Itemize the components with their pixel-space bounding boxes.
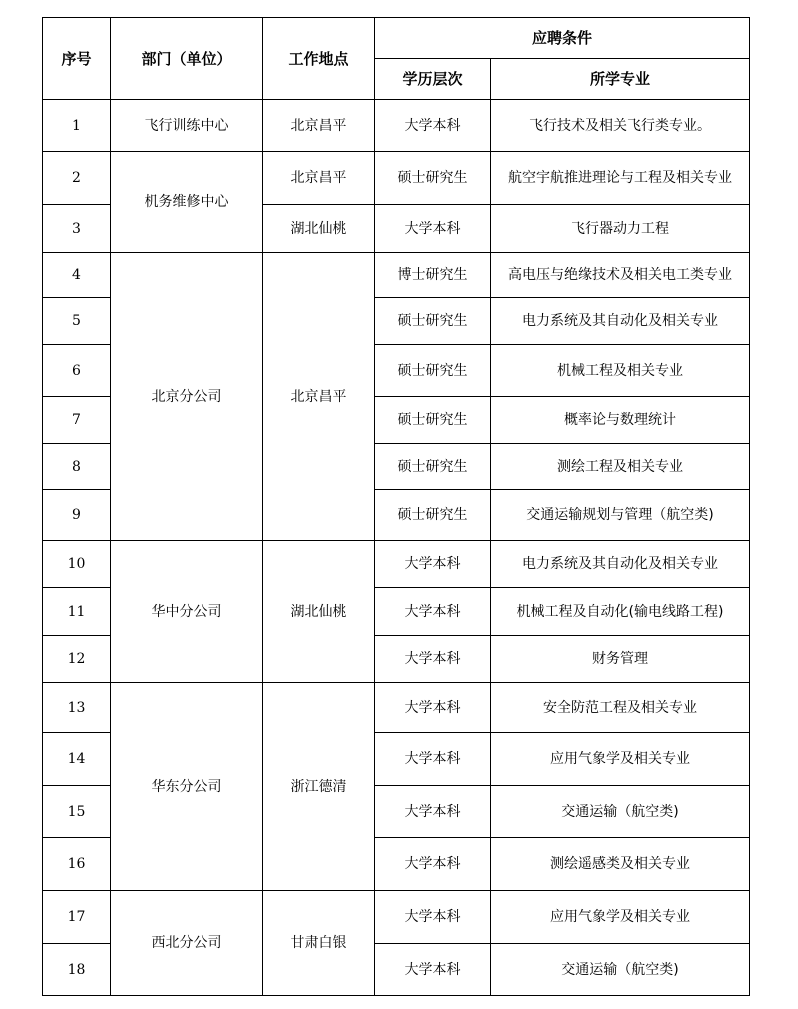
- education-cell: 大学本科: [375, 541, 491, 588]
- row-index: 14: [43, 733, 111, 786]
- row-index: 13: [43, 683, 111, 733]
- row-index: 1: [43, 100, 111, 152]
- table-row: [43, 683, 750, 733]
- education-cell: 硕士研究生: [375, 444, 491, 490]
- location-cell: 甘肃白银: [263, 891, 375, 996]
- row-index: 8: [43, 444, 111, 490]
- education-cell: 大学本科: [375, 733, 491, 786]
- header-major: 所学专业: [491, 59, 750, 100]
- education-cell: 硕士研究生: [375, 397, 491, 444]
- row-index: 2: [43, 152, 111, 205]
- dept-cell: 飞行训练中心: [111, 100, 263, 152]
- table-row: [43, 152, 750, 205]
- location-cell: 北京昌平: [263, 100, 375, 152]
- major-cell: 交通运输（航空类): [491, 786, 750, 838]
- major-cell: 财务管理: [491, 636, 750, 683]
- major-cell: 应用气象学及相关专业: [491, 891, 750, 944]
- major-cell: 航空宇航推进理论与工程及相关专业: [491, 152, 750, 205]
- row-index: 18: [43, 944, 111, 996]
- dept-cell: 西北分公司: [111, 891, 263, 996]
- major-cell: 机械工程及自动化(输电线路工程): [491, 588, 750, 636]
- major-cell: 机械工程及相关专业: [491, 345, 750, 397]
- location-cell: 北京昌平: [263, 152, 375, 205]
- education-cell: 大学本科: [375, 683, 491, 733]
- education-cell: 硕士研究生: [375, 490, 491, 541]
- table-row: [43, 541, 750, 588]
- major-cell: 交通运输规划与管理（航空类): [491, 490, 750, 541]
- education-cell: 大学本科: [375, 100, 491, 152]
- table-row: [43, 891, 750, 944]
- location-cell: 湖北仙桃: [263, 205, 375, 253]
- header-index: 序号: [43, 18, 111, 100]
- major-cell: 电力系统及其自动化及相关专业: [491, 541, 750, 588]
- dept-cell: 华中分公司: [111, 541, 263, 683]
- header-education: 学历层次: [375, 59, 491, 100]
- recruitment-table: [42, 17, 750, 996]
- education-cell: 大学本科: [375, 944, 491, 996]
- location-cell: 湖北仙桃: [263, 541, 375, 683]
- major-cell: 应用气象学及相关专业: [491, 733, 750, 786]
- education-cell: 硕士研究生: [375, 298, 491, 345]
- major-cell: 高电压与绝缘技术及相关电工类专业: [491, 253, 750, 298]
- row-index: 10: [43, 541, 111, 588]
- education-cell: 大学本科: [375, 588, 491, 636]
- table-row: [43, 253, 750, 298]
- row-index: 12: [43, 636, 111, 683]
- header-dept: 部门（单位）: [111, 18, 263, 100]
- major-cell: 测绘工程及相关专业: [491, 444, 750, 490]
- major-cell: 飞行器动力工程: [491, 205, 750, 253]
- row-index: 16: [43, 838, 111, 891]
- major-cell: 飞行技术及相关飞行类专业。: [491, 100, 750, 152]
- education-cell: 大学本科: [375, 891, 491, 944]
- major-cell: 电力系统及其自动化及相关专业: [491, 298, 750, 345]
- row-index: 9: [43, 490, 111, 541]
- education-cell: 大学本科: [375, 205, 491, 253]
- dept-cell: 华东分公司: [111, 683, 263, 891]
- major-cell: 测绘遥感类及相关专业: [491, 838, 750, 891]
- row-index: 17: [43, 891, 111, 944]
- row-index: 6: [43, 345, 111, 397]
- row-index: 3: [43, 205, 111, 253]
- major-cell: 交通运输（航空类): [491, 944, 750, 996]
- location-cell: 浙江德清: [263, 683, 375, 891]
- major-cell: 安全防范工程及相关专业: [491, 683, 750, 733]
- header-location: 工作地点: [263, 18, 375, 100]
- header-row-1: [43, 18, 750, 59]
- education-cell: 大学本科: [375, 838, 491, 891]
- education-cell: 硕士研究生: [375, 345, 491, 397]
- education-cell: 博士研究生: [375, 253, 491, 298]
- row-index: 4: [43, 253, 111, 298]
- table-row: [43, 100, 750, 152]
- location-cell: 北京昌平: [263, 253, 375, 541]
- row-index: 15: [43, 786, 111, 838]
- major-cell: 概率论与数理统计: [491, 397, 750, 444]
- education-cell: 硕士研究生: [375, 152, 491, 205]
- row-index: 7: [43, 397, 111, 444]
- dept-cell: 北京分公司: [111, 253, 263, 541]
- header-requirements: 应聘条件: [375, 18, 750, 59]
- education-cell: 大学本科: [375, 636, 491, 683]
- row-index: 5: [43, 298, 111, 345]
- dept-cell: 机务维修中心: [111, 152, 263, 253]
- education-cell: 大学本科: [375, 786, 491, 838]
- row-index: 11: [43, 588, 111, 636]
